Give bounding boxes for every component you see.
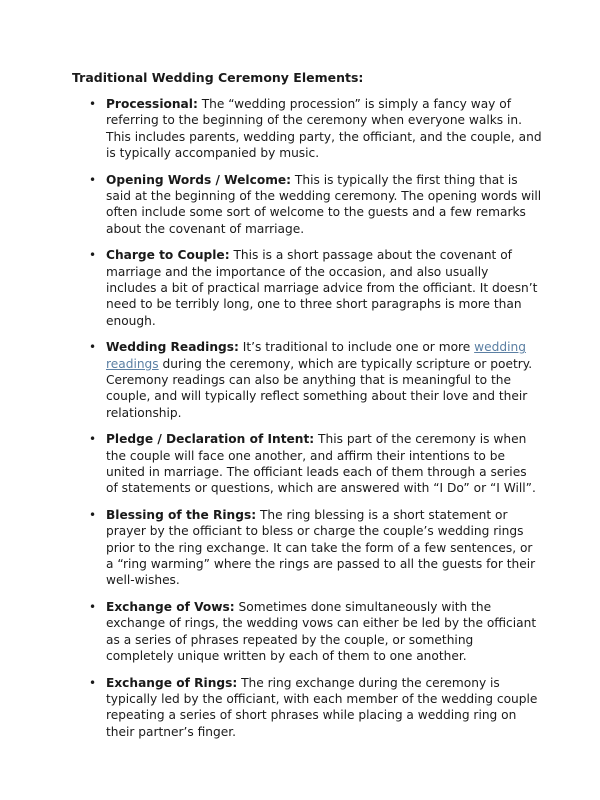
elements-list [72, 96, 542, 740]
item-term: Pledge / Declaration of Intent: [106, 432, 315, 447]
bullet-icon: • [89, 600, 97, 615]
item-text: The “wedding procession” is simply a fancy way of referring to the beginning of the ceremony when everyone walks in. This includes parents, wedding party, the officiant, and the couple, and is typically accompanied by music. [106, 97, 542, 160]
item-term: Opening Words / Welcome: [106, 172, 292, 187]
list-item-processional [72, 96, 542, 161]
item-term: Processional: [106, 97, 198, 111]
item-text-after-link: during the ceremony, which are typically scripture or poetry. Ceremony readings can also be anything that is meaningful to the couple, and will typically reflect something about their love and their relationship. [106, 356, 533, 420]
list-item-wedding-readings [72, 339, 542, 420]
list-item-exchange-of-rings [72, 675, 542, 740]
item-text: This is a short passage about the covenant of marriage and the importance of the occasion, and also usually includes a bit of practical marriage advice from the officiant. It doesn’t need to be terribly long, one to three short paragraphs is more than enough. [106, 248, 538, 328]
item-term: Exchange of Rings: [106, 675, 238, 690]
item-term: Wedding Readings: [106, 340, 239, 355]
list-item-charge-to-couple [72, 247, 542, 328]
bullet-icon: • [89, 248, 97, 263]
bullet-icon: • [89, 675, 97, 690]
item-text: Sometimes done simultaneously with the exchange of rings, the wedding vows can either be led by the officiant as a series of phrases repeated by the couple, or something completely unique written by each of them to one another. [106, 600, 537, 663]
document-title: Traditional Wedding Ceremony Elements: [72, 70, 364, 85]
item-text: This is typically the first thing that is said at the beginning of the wedding ceremony. The opening words will often include some sort of welcome to the guests and a few remarks about the covenant of marriage. [106, 172, 542, 236]
bullet-icon: • [89, 340, 97, 355]
wedding-readings-link[interactable]: wedding readings [106, 340, 526, 371]
list-item-pledge [72, 431, 542, 496]
list-item-blessing-of-rings [72, 507, 542, 588]
item-text: This part of the ceremony is when the couple will face one another, and affirm their intentions to be united in marriage. The officiant leads each of them through a series of statements or questions, which are answered with “I Do” or “I Will”. [106, 432, 536, 496]
bullet-icon: • [89, 432, 97, 447]
item-term: Blessing of the Rings: [106, 508, 257, 523]
item-text: The ring blessing is a short statement or prayer by the officiant to bless or charge the couple’s wedding rings prior to the ring exchange. It can take the form of a few sentences, or a “ring warming” where the rings are passed to all the guests for their well-wishes. [106, 508, 536, 588]
list-item-exchange-of-vows [72, 599, 542, 664]
bullet-icon: • [89, 97, 97, 111]
item-term: Exchange of Vows: [106, 600, 235, 615]
bullet-icon: • [89, 172, 97, 187]
bullet-icon: • [89, 508, 97, 523]
item-term: Charge to Couple: [106, 248, 230, 263]
item-text: The ring exchange during the ceremony is typically led by the officiant, with each member of the wedding couple repeating a series of short phrases while placing a wedding ring on their partner’s finger. [106, 675, 538, 739]
list-item-opening-words [72, 172, 542, 237]
item-text-before-link: It’s traditional to include one or more [238, 340, 475, 355]
document-page [72, 70, 542, 750]
